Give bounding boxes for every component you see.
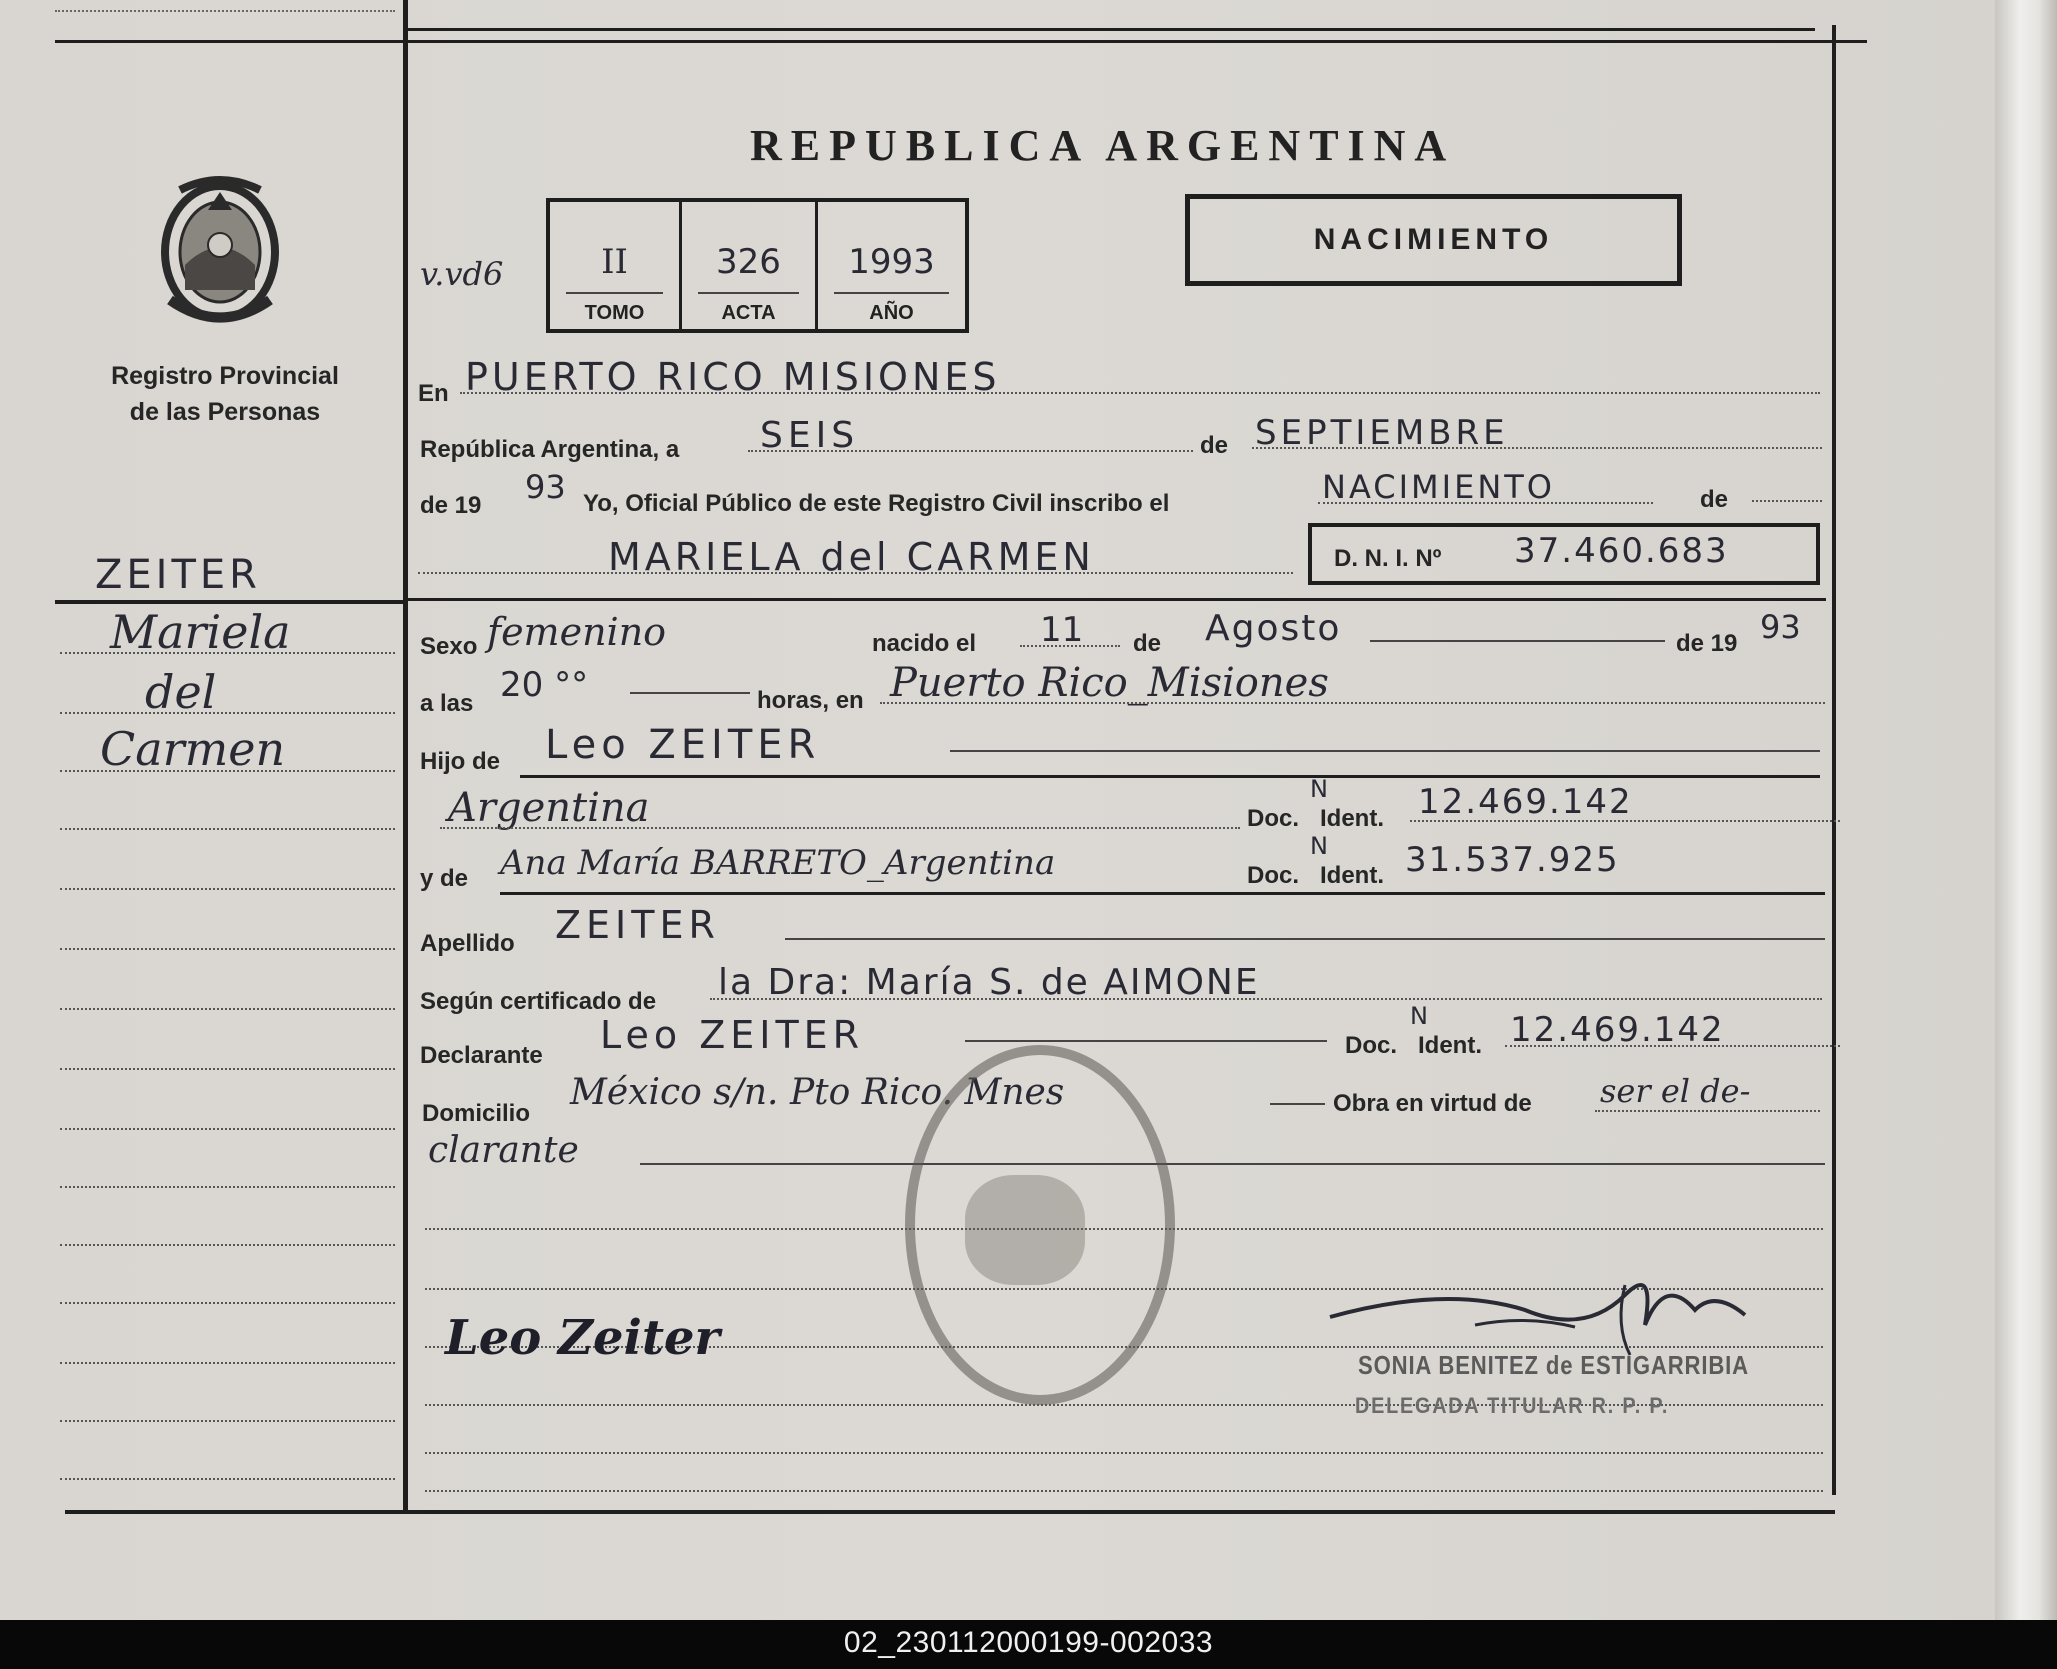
column-divider bbox=[403, 0, 408, 1510]
tomo-caption: TOMO bbox=[584, 302, 645, 324]
field-father: Leo ZEITER bbox=[545, 722, 821, 768]
sidebar-name-rule bbox=[55, 600, 407, 604]
sidebar-surname: ZEITER bbox=[95, 552, 261, 598]
line-event-end bbox=[1752, 500, 1822, 502]
sidebar-line bbox=[60, 1068, 395, 1070]
top-left-dots bbox=[55, 8, 395, 12]
registry-name bbox=[60, 358, 390, 430]
label-segun: Según certificado de bbox=[420, 988, 657, 1015]
file-id-bar bbox=[0, 1620, 2057, 1669]
label-de19: de 19 bbox=[420, 492, 482, 519]
label-apellido: Apellido bbox=[420, 930, 515, 957]
record-type-label: NACIMIENTO bbox=[1313, 223, 1554, 256]
label-horas: horas, en bbox=[757, 687, 864, 714]
label-doc-3: Doc. bbox=[1345, 1032, 1398, 1059]
line-name bbox=[418, 572, 1293, 574]
field-birth-month: Agosto bbox=[1205, 608, 1342, 649]
sidebar-line bbox=[60, 828, 395, 830]
declarant-doc-n: N bbox=[1410, 1002, 1428, 1030]
sidebar-line bbox=[60, 948, 395, 950]
label-yde: y de bbox=[420, 865, 469, 892]
label-domicilio: Domicilio bbox=[422, 1100, 531, 1127]
page-edge bbox=[1995, 0, 2057, 1620]
sidebar-given-name-3: Carmen bbox=[100, 722, 286, 776]
ano-underline bbox=[834, 292, 949, 294]
label-de-2: de bbox=[1700, 486, 1729, 513]
reference-table bbox=[546, 198, 969, 333]
line-father-nationality bbox=[440, 827, 1240, 829]
empty-line bbox=[425, 1452, 1823, 1454]
sidebar-line bbox=[60, 1420, 395, 1422]
field-mother: Ana María BARRETO_Argentina bbox=[500, 843, 1056, 883]
label-en: En bbox=[418, 380, 449, 407]
line-capacity-2 bbox=[640, 1163, 1825, 1165]
line-month bbox=[1252, 447, 1822, 449]
field-father-nationality: Argentina bbox=[448, 785, 650, 831]
field-event: NACIMIENTO bbox=[1322, 468, 1555, 506]
line-father bbox=[950, 750, 1820, 752]
line-declarant bbox=[965, 1040, 1327, 1042]
bottom-rule bbox=[65, 1510, 1835, 1514]
official-seal-stamp bbox=[905, 1045, 1175, 1405]
line-declarant-doc bbox=[1505, 1045, 1840, 1047]
acta-underline bbox=[698, 292, 799, 294]
acta-value: 326 bbox=[716, 242, 781, 282]
field-certificate-by: la Dra: María S. de AIMONE bbox=[718, 962, 1260, 1003]
label-republica: República Argentina, a bbox=[420, 436, 680, 463]
sidebar-line bbox=[60, 1008, 395, 1010]
line-place bbox=[460, 392, 1820, 394]
sidebar-line bbox=[60, 1186, 395, 1188]
declarant-signature: Leo Zeiter bbox=[445, 1310, 720, 1366]
misiones-coat-of-arms-icon bbox=[150, 170, 290, 330]
sidebar-line bbox=[60, 770, 395, 772]
sidebar-line bbox=[60, 712, 395, 714]
line-day-words bbox=[748, 450, 1193, 452]
field-hour: 20 °° bbox=[500, 665, 589, 705]
line-event bbox=[1318, 502, 1653, 504]
ref-cell-ano bbox=[818, 202, 965, 329]
line-capacity-1 bbox=[1595, 1110, 1820, 1112]
field-declarant-doc: 12.469.142 bbox=[1510, 1010, 1725, 1050]
sidebar-given-name-2: del bbox=[145, 665, 217, 719]
ano-value: 1993 bbox=[848, 242, 935, 282]
field-birth-day: 11 bbox=[1040, 610, 1084, 650]
line-hour bbox=[630, 692, 750, 694]
label-doc-1: Doc. bbox=[1247, 805, 1300, 832]
top-rule bbox=[55, 40, 1867, 43]
sidebar-line bbox=[60, 1302, 395, 1304]
label-sexo: Sexo bbox=[420, 633, 478, 660]
top-rule-right bbox=[405, 28, 1815, 31]
country-title: REPUBLICA ARGENTINA bbox=[750, 121, 1456, 170]
field-month: SEPTIEMBRE bbox=[1255, 413, 1509, 453]
name-section-rule bbox=[408, 598, 1826, 601]
field-declarant: Leo ZEITER bbox=[600, 1013, 865, 1057]
ano-caption: AÑO bbox=[869, 302, 914, 324]
mother-section-rule bbox=[500, 892, 1825, 895]
line-certificate bbox=[710, 998, 1822, 1000]
field-father-doc: 12.469.142 bbox=[1418, 782, 1633, 822]
line-surname bbox=[785, 938, 1825, 940]
sidebar-line bbox=[60, 888, 395, 890]
label-doc-2: Doc. bbox=[1247, 862, 1300, 889]
field-capacity-2: clarante bbox=[428, 1130, 579, 1171]
sidebar-given-name-1: Mariela bbox=[110, 605, 291, 659]
line-birth-day bbox=[1020, 645, 1120, 647]
field-day-words: SEIS bbox=[760, 415, 860, 456]
margin-note: v.vd6 bbox=[420, 255, 504, 293]
sidebar-line bbox=[60, 1478, 395, 1480]
father-section-rule bbox=[520, 775, 1820, 778]
label-alas: a las bbox=[420, 690, 474, 717]
label-de19-b: de 19 bbox=[1676, 630, 1738, 657]
mother-doc-n: N bbox=[1310, 832, 1328, 860]
empty-line bbox=[425, 1490, 1823, 1492]
line-birth-month bbox=[1370, 640, 1665, 642]
field-place: PUERTO RICO MISIONES bbox=[465, 355, 1001, 399]
field-domicile: México s/n. Pto Rico. Mnes bbox=[570, 1072, 1065, 1113]
label-yo: Yo, Oficial Público de este Registro Civil inscribo el bbox=[583, 490, 1170, 517]
dni-box bbox=[1308, 523, 1820, 585]
field-surname: ZEITER bbox=[555, 903, 720, 947]
tomo-value: II bbox=[601, 242, 628, 282]
field-dni: 37.460.683 bbox=[1514, 531, 1729, 571]
sidebar-line bbox=[60, 1362, 395, 1364]
line-birth-place bbox=[880, 702, 1825, 704]
label-hijo: Hijo de bbox=[420, 748, 501, 775]
field-birth-place: Puerto Rico_Misiones bbox=[890, 660, 1329, 706]
record-type-box bbox=[1185, 194, 1682, 286]
label-ident-1: Ident. bbox=[1320, 805, 1384, 832]
label-de-1: de bbox=[1200, 432, 1229, 459]
line-father-doc bbox=[1410, 820, 1840, 822]
father-doc-n: N bbox=[1310, 775, 1328, 803]
label-ident-3: Ident. bbox=[1418, 1032, 1482, 1059]
sidebar-line bbox=[60, 1244, 395, 1246]
label-nacido: nacido el bbox=[872, 630, 977, 657]
ref-cell-acta bbox=[682, 202, 818, 329]
label-dni: D. N. I. Nº bbox=[1334, 545, 1442, 572]
field-sex: femenino bbox=[487, 610, 667, 654]
field-mother-doc: 31.537.925 bbox=[1405, 840, 1620, 880]
file-id: 02_230112000199-002033 bbox=[843, 1626, 1214, 1659]
registry-line-1: Registro Provincial bbox=[111, 362, 339, 390]
right-border bbox=[1832, 25, 1836, 1495]
label-declarante: Declarante bbox=[420, 1042, 543, 1069]
sidebar-line bbox=[60, 1128, 395, 1130]
field-year-suffix: 93 bbox=[525, 468, 566, 506]
acta-caption: ACTA bbox=[721, 302, 776, 324]
official-name-stamp: SONIA BENITEZ de ESTIGARRIBIA bbox=[1358, 1350, 1749, 1380]
field-capacity-1: ser el de- bbox=[1600, 1072, 1751, 1110]
ref-cell-tomo bbox=[550, 202, 682, 329]
field-name: MARIELA del CARMEN bbox=[608, 535, 1095, 579]
field-birth-year-suffix: 93 bbox=[1760, 608, 1801, 646]
label-ident-2: Ident. bbox=[1320, 862, 1384, 889]
line-domicile bbox=[1270, 1103, 1325, 1105]
sidebar-line bbox=[60, 652, 395, 654]
label-obra: Obra en virtud de bbox=[1333, 1090, 1532, 1117]
tomo-underline bbox=[566, 292, 663, 294]
label-de-3: de bbox=[1133, 630, 1162, 657]
registry-line-2: de las Personas bbox=[129, 398, 321, 426]
official-title-stamp: DELEGADA TITULAR R. P. P. bbox=[1355, 1393, 1670, 1418]
